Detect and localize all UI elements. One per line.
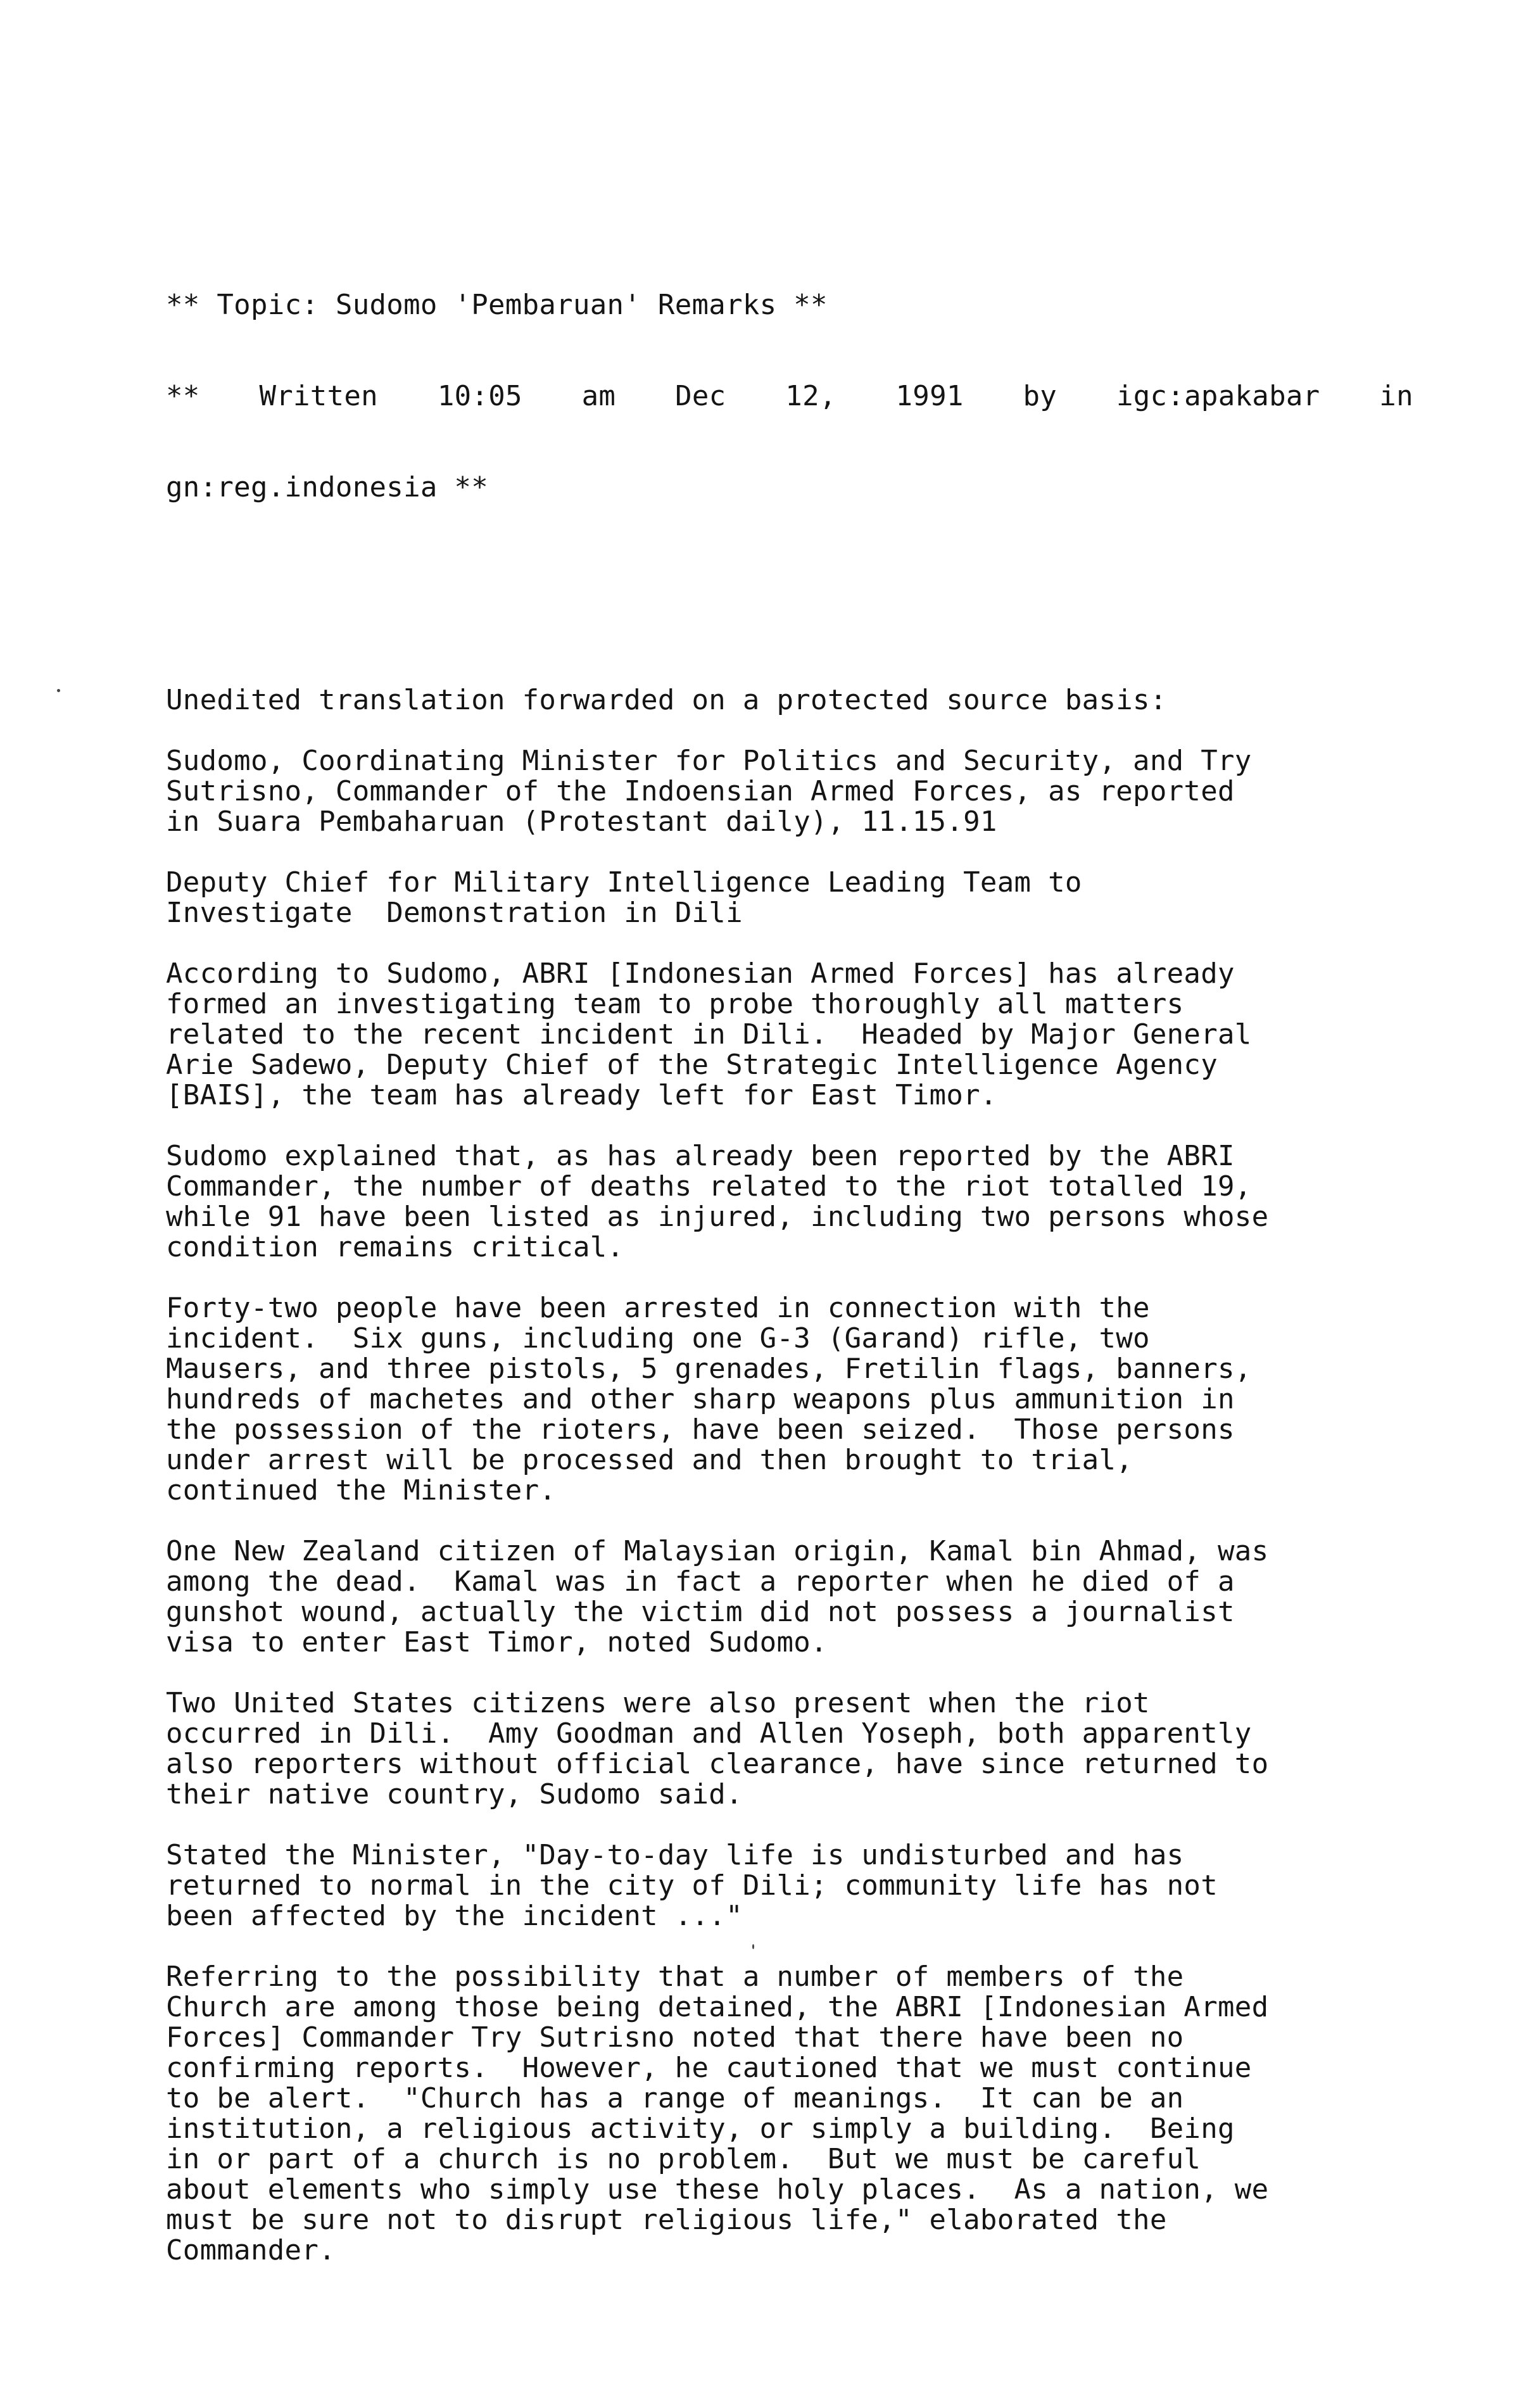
text-line: Commander, the number of deaths related to the riot totalled 19, <box>166 1170 1252 1203</box>
text-line: Unedited translation forwarded on a protected source basis: <box>166 684 1167 716</box>
header-word: 1991 <box>895 380 964 412</box>
text-line: Referring to the possibility that a number of members of the <box>166 1961 1184 1993</box>
text-line: the possession of the rioters, have been seized. Those persons <box>166 1413 1235 1446</box>
message-header <box>166 229 1413 564</box>
text-line: Sutrisno, Commander of the Indoensian Armed Forces, as reported <box>166 775 1235 807</box>
text-line: Two United States citizens were also present when the riot <box>166 1687 1150 1719</box>
text-line: in or part of a church is no problem. But we must be careful <box>166 2143 1201 2175</box>
text-line: Stated the Minister, "Day-to-day life is undisturbed and has <box>166 1839 1184 1871</box>
header-word: 10:05 <box>437 380 522 412</box>
text-line: related to the recent incident in Dili. Headed by Major General <box>166 1018 1252 1051</box>
text-line: while 91 have been listed as injured, including two persons whose <box>166 1201 1269 1233</box>
header-word: am <box>581 380 616 412</box>
header-topic-line: ** Topic: Sudomo 'Pembaruan' Remarks ** <box>166 289 828 321</box>
paragraph <box>166 1293 1413 1506</box>
header-word: ** <box>166 380 200 412</box>
text-line: institution, a religious activity, or simply a building. Being <box>166 2113 1235 2145</box>
text-line: Deputy Chief for Military Intelligence Leading Team to <box>166 866 1082 899</box>
text-line: Forty-two people have been arrested in connection with the <box>166 1292 1150 1324</box>
header-word: igc:apakabar <box>1116 380 1320 412</box>
paragraph <box>166 1688 1413 1810</box>
header-word: by <box>1023 380 1057 412</box>
text-line: in Suara Pembaharuan (Protestant daily), 11.15.91 <box>166 805 997 838</box>
header-word: in <box>1379 380 1413 412</box>
text-line: Investigate Demonstration in Dili <box>166 897 743 929</box>
paragraph <box>166 959 1413 1111</box>
text-line: to be alert. "Church has a range of meanings. It can be an <box>166 2082 1184 2114</box>
text-line: also reporters without official clearance, have since returned to <box>166 1748 1269 1780</box>
header-word: Dec <box>675 380 726 412</box>
text-line: their native country, Sudomo said. <box>166 1778 743 1810</box>
text-line: gunshot wound, actually the victim did not possess a journalist <box>166 1596 1235 1628</box>
document-body <box>166 138 1413 2387</box>
text-line: Arie Sadewo, Deputy Chief of the Strategic Intelligence Agency <box>166 1049 1218 1081</box>
paragraph <box>166 868 1413 928</box>
header-written-line <box>166 381 1413 412</box>
header-word: 12, <box>785 380 836 412</box>
paragraph <box>166 1536 1413 1658</box>
text-line: continued the Minister. <box>166 1474 557 1507</box>
text-line: returned to normal in the city of Dili; community life has not <box>166 1869 1218 1902</box>
text-line: According to Sudomo, ABRI [Indonesian Armed Forces] has already <box>166 957 1235 990</box>
paragraph <box>166 685 1413 716</box>
text-line: must be sure not to disrupt religious life," elaborated the <box>166 2204 1167 2236</box>
paragraph <box>166 1840 1413 1931</box>
article-body <box>166 685 1413 2266</box>
text-line: Church are among those being detained, the ABRI [Indonesian Armed <box>166 1991 1269 2023</box>
text-line: Commander. <box>166 2234 336 2266</box>
text-line: among the dead. Kamal was in fact a reporter when he died of a <box>166 1565 1235 1598</box>
text-line: confirming reports. However, he cautioned that we must continue <box>166 2052 1252 2084</box>
text-line: about elements who simply use these holy places. As a nation, we <box>166 2173 1269 2206</box>
text-line: under arrest will be processed and then brought to trial, <box>166 1444 1133 1476</box>
text-line: condition remains critical. <box>166 1231 624 1263</box>
text-line: been affected by the incident ..." <box>166 1900 743 1932</box>
paragraph <box>166 746 1413 837</box>
text-line: occurred in Dili. Amy Goodman and Allen Yoseph, both apparently <box>166 1717 1252 1750</box>
text-line: One New Zealand citizen of Malaysian origin, Kamal bin Ahmad, was <box>166 1535 1269 1567</box>
text-line: Sudomo explained that, as has already been reported by the ABRI <box>166 1140 1235 1172</box>
text-line: Sudomo, Coordinating Minister for Politics and Security, and Try <box>166 745 1252 777</box>
scan-speck <box>57 689 60 692</box>
text-line: hundreds of machetes and other sharp weapons plus ammunition in <box>166 1383 1235 1415</box>
text-line: [BAIS], the team has already left for East Timor. <box>166 1079 997 1111</box>
text-line: incident. Six guns, including one G-3 (Garand) rifle, two <box>166 1322 1150 1355</box>
text-line: visa to enter East Timor, noted Sudomo. <box>166 1626 828 1658</box>
header-newsgroup-line: gn:reg.indonesia ** <box>166 471 489 503</box>
text-line: formed an investigating team to probe thoroughly all matters <box>166 988 1184 1020</box>
paragraph <box>166 1141 1413 1263</box>
paragraph <box>166 1962 1413 2266</box>
text-line: Forces] Commander Try Sutrisno noted that there have been no <box>166 2021 1184 2054</box>
header-word: Written <box>259 380 378 412</box>
text-line: Mausers, and three pistols, 5 grenades, Fretilin flags, banners, <box>166 1353 1252 1385</box>
